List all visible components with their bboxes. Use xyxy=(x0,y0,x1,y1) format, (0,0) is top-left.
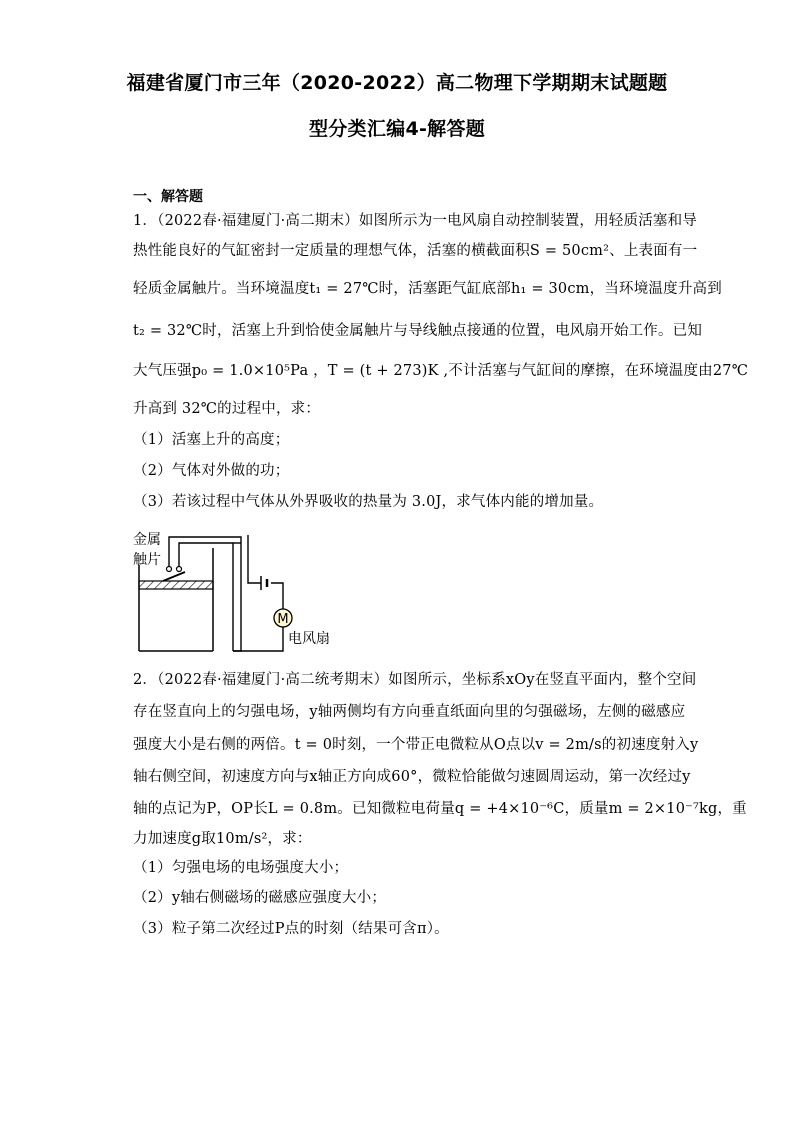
document-title-line-2: 型分类汇编4-解答题 xyxy=(308,118,486,140)
q2-sub-1: （1）匀强电场的电场强度大小； xyxy=(133,860,349,876)
fan-control-figure xyxy=(133,525,363,655)
q1-line-6: 升高到 32℃的过程中，求： xyxy=(133,401,321,417)
metal-label: 金属 xyxy=(133,532,161,548)
contact-point-2 xyxy=(177,567,182,572)
circuit-wires xyxy=(169,535,283,651)
q1-sub-2: （2）气体对外做的功； xyxy=(133,463,290,479)
q2-sub-3: （3）粒子第二次经过P点的时刻（结果可含π）。 xyxy=(133,921,449,937)
section-heading: 一、解答题 xyxy=(133,189,203,205)
q1-sub-3: （3）若该过程中气体从外界吸收的热量为 3.0J，求气体内能的增加量。 xyxy=(133,494,604,510)
contact-point-1 xyxy=(167,567,172,572)
motor-label: M xyxy=(277,612,289,627)
q2-line-3: 强度大小是右侧的两倍。t = 0时刻，一个带正电微粒从O点以v = 2m/s的初速度射入y xyxy=(133,737,699,753)
q2-line-1: 2．（2022春·福建厦门·高二统考期末）如图所示，坐标系xOy在竖直平面内，整个空间 xyxy=(133,672,697,688)
q2-line-4: 轴右侧空间，初速度方向与x轴正方向成60°，微粒恰能做匀速圆周运动，第一次经过y xyxy=(133,769,691,785)
q2-sub-2: （2）y轴右侧磁场的磁感应强度大小； xyxy=(133,890,387,906)
document-title-line-1: 福建省厦门市三年（2020-2022）高二物理下学期期末试题题 xyxy=(126,72,668,94)
q1-line-2: 热性能良好的气缸密封一定质量的理想气体，活塞的横截面积S = 50cm²、上表面有一 xyxy=(133,243,698,259)
fan-label: 电风扇 xyxy=(288,631,330,647)
q1-line-3: 轻质金属触片。当环境温度t₁ = 27℃时，活塞距气缸底部h₁ = 30cm，当环境温度升高到 xyxy=(133,281,722,297)
q1-line-1: 1．（2022春·福建厦门·高二期末）如图所示为一电风扇自动控制装置，用轻质活塞和导 xyxy=(133,213,697,229)
contact-label: 触片 xyxy=(133,552,161,568)
q2-line-6: 力加速度g取10m/s²，求： xyxy=(133,831,312,847)
q2-line-5: 轴的点记为P，OP长L = 0.8m。已知微粒电荷量q = +4×10⁻⁶C，质量m = 2×10⁻⁷kg，重 xyxy=(133,801,747,817)
metal-contact xyxy=(163,572,185,581)
q1-sub-1: （1）活塞上升的高度； xyxy=(133,432,290,448)
q2-line-2: 存在竖直向上的匀强电场，y轴两侧均有方向垂直纸面向里的匀强磁场，左侧的磁感应 xyxy=(133,704,686,720)
battery-icon xyxy=(261,576,267,590)
q1-line-4: t₂ = 32℃时，活塞上升到恰使金属触片与导线触点接通的位置，电风扇开始工作。已知 xyxy=(133,323,703,339)
q1-line-5: 大气压强p₀ = 1.0×10⁵Pa ，T = (t + 273)K ,不计活塞与气缸间的摩擦，在环境温度由27℃ xyxy=(133,363,749,379)
piston xyxy=(139,581,213,589)
